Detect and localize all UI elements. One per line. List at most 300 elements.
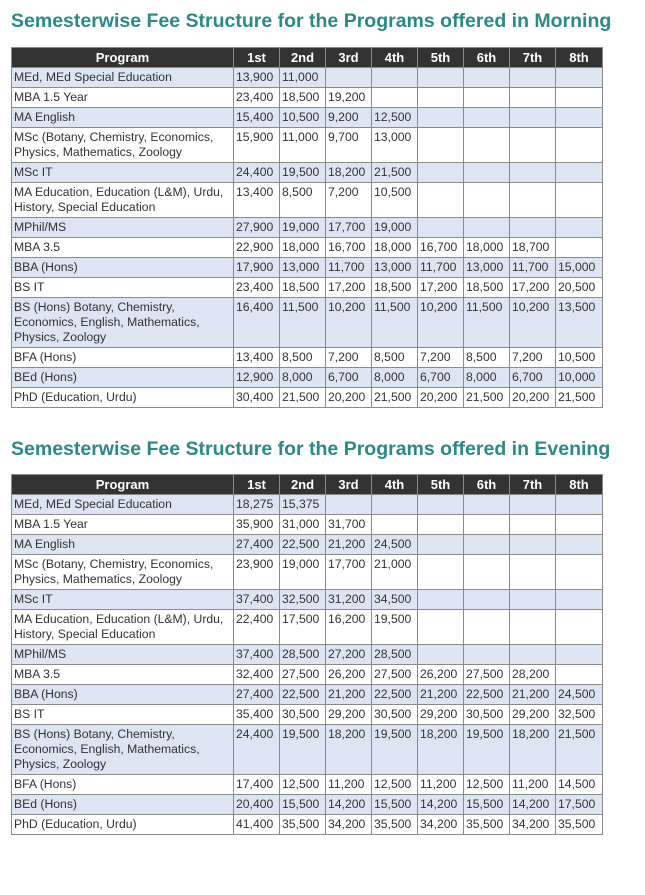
fee-cell: 13,000	[372, 258, 418, 278]
program-name: PhD (Education, Urdu)	[12, 388, 234, 408]
program-name: MA Education, Education (L&M), Urdu, History, Special Education	[12, 610, 234, 645]
program-name: BS (Hons) Botany, Chemistry, Economics, English, Mathematics, Physics, Zoology	[12, 298, 234, 348]
fee-cell: 32,500	[556, 705, 603, 725]
table-row	[12, 298, 603, 348]
fee-cell: 11,200	[510, 775, 556, 795]
fee-cell: 22,900	[234, 238, 280, 258]
fee-cell: 21,200	[326, 685, 372, 705]
fee-cell: 14,200	[418, 795, 464, 815]
fee-cell: 8,000	[372, 368, 418, 388]
fee-cell: 9,700	[326, 128, 372, 163]
fee-cell	[510, 108, 556, 128]
header-row	[12, 48, 603, 68]
fee-cell: 30,500	[280, 705, 326, 725]
fee-cell: 21,500	[556, 725, 603, 775]
fee-cell	[418, 183, 464, 218]
fee-cell	[510, 515, 556, 535]
fee-cell: 13,000	[280, 258, 326, 278]
program-name: BEd (Hons)	[12, 368, 234, 388]
column-header-semester: 8th	[556, 475, 603, 495]
program-name: PhD (Education, Urdu)	[12, 815, 234, 835]
fee-cell: 11,700	[418, 258, 464, 278]
fee-cell	[556, 218, 603, 238]
fee-cell: 24,500	[556, 685, 603, 705]
fee-cell: 26,200	[326, 665, 372, 685]
fee-cell	[510, 535, 556, 555]
fee-cell	[556, 108, 603, 128]
fee-cell: 18,000	[372, 238, 418, 258]
fee-cell: 17,200	[326, 278, 372, 298]
table-row	[12, 258, 603, 278]
fee-cell: 41,400	[234, 815, 280, 835]
fee-cell: 18,000	[464, 238, 510, 258]
fee-cell: 18,200	[326, 725, 372, 775]
table-row	[12, 685, 603, 705]
fee-cell: 16,700	[418, 238, 464, 258]
fee-cell	[464, 163, 510, 183]
fee-cell: 31,200	[326, 590, 372, 610]
fee-cell: 18,275	[234, 495, 280, 515]
fee-cell: 9,200	[326, 108, 372, 128]
fee-cell: 10,500	[372, 183, 418, 218]
fee-cell: 20,200	[418, 388, 464, 408]
fee-cell: 21,500	[372, 388, 418, 408]
table-row	[12, 163, 603, 183]
fee-cell	[418, 218, 464, 238]
fee-cell: 22,500	[280, 685, 326, 705]
fee-cell: 29,200	[326, 705, 372, 725]
fee-cell: 32,500	[280, 590, 326, 610]
fee-cell: 18,500	[372, 278, 418, 298]
fee-cell	[418, 535, 464, 555]
fee-cell	[418, 495, 464, 515]
evening-section-title: Semesterwise Fee Structure for the Programs offered in Evening	[11, 438, 611, 460]
column-header-semester: 1st	[234, 48, 280, 68]
program-name: BS IT	[12, 278, 234, 298]
fee-cell	[510, 590, 556, 610]
fee-cell: 32,400	[234, 665, 280, 685]
program-name: MEd, MEd Special Education	[12, 68, 234, 88]
fee-cell: 14,200	[326, 795, 372, 815]
fee-cell: 8,000	[464, 368, 510, 388]
program-name: BFA (Hons)	[12, 348, 234, 368]
fee-cell	[464, 645, 510, 665]
table-row	[12, 218, 603, 238]
fee-cell: 11,200	[418, 775, 464, 795]
fee-cell: 31,700	[326, 515, 372, 535]
table-row	[12, 88, 603, 108]
fee-cell: 6,700	[326, 368, 372, 388]
fee-cell: 14,500	[556, 775, 603, 795]
fee-cell	[418, 610, 464, 645]
column-header-semester: 3rd	[326, 475, 372, 495]
fee-cell: 17,700	[326, 218, 372, 238]
fee-cell: 24,400	[234, 163, 280, 183]
program-name: MSc IT	[12, 590, 234, 610]
fee-cell: 27,500	[372, 665, 418, 685]
fee-cell: 13,000	[464, 258, 510, 278]
fee-cell: 11,700	[326, 258, 372, 278]
fee-cell	[556, 555, 603, 590]
fee-cell	[418, 88, 464, 108]
fee-cell	[372, 68, 418, 88]
fee-cell: 6,700	[418, 368, 464, 388]
fee-cell	[326, 68, 372, 88]
fee-cell: 30,400	[234, 388, 280, 408]
fee-cell: 19,000	[372, 218, 418, 238]
fee-cell	[510, 163, 556, 183]
fee-cell: 21,200	[418, 685, 464, 705]
fee-cell: 35,900	[234, 515, 280, 535]
fee-cell: 35,500	[280, 815, 326, 835]
fee-cell	[464, 495, 510, 515]
fee-cell: 12,900	[234, 368, 280, 388]
fee-cell	[556, 128, 603, 163]
fee-cell: 28,500	[280, 645, 326, 665]
program-name: MA English	[12, 535, 234, 555]
program-name: MSc (Botany, Chemistry, Economics, Physics, Mathematics, Zoology	[12, 128, 234, 163]
fee-cell	[510, 128, 556, 163]
fee-cell	[556, 515, 603, 535]
fee-cell: 15,900	[234, 128, 280, 163]
fee-cell: 29,200	[418, 705, 464, 725]
fee-cell: 20,400	[234, 795, 280, 815]
fee-cell: 27,400	[234, 685, 280, 705]
fee-cell	[418, 515, 464, 535]
table-row	[12, 495, 603, 515]
fee-cell: 18,500	[464, 278, 510, 298]
fee-cell	[464, 515, 510, 535]
fee-cell	[464, 610, 510, 645]
fee-cell	[464, 183, 510, 218]
fee-cell: 12,500	[372, 775, 418, 795]
table-row	[12, 775, 603, 795]
fee-cell: 35,500	[372, 815, 418, 835]
program-name: BBA (Hons)	[12, 685, 234, 705]
fee-cell: 11,000	[280, 68, 326, 88]
fee-cell: 27,500	[280, 665, 326, 685]
fee-cell: 17,200	[418, 278, 464, 298]
column-header-semester: 7th	[510, 475, 556, 495]
fee-cell: 34,200	[326, 815, 372, 835]
fee-cell	[418, 108, 464, 128]
table-row	[12, 815, 603, 835]
table-row	[12, 645, 603, 665]
fee-cell: 13,500	[556, 298, 603, 348]
fee-cell: 13,400	[234, 348, 280, 368]
fee-cell: 7,200	[418, 348, 464, 368]
column-header-semester: 7th	[510, 48, 556, 68]
column-header-program: Program	[12, 48, 234, 68]
fee-cell: 8,500	[280, 348, 326, 368]
fee-cell	[464, 88, 510, 108]
fee-cell	[372, 495, 418, 515]
fee-cell: 17,400	[234, 775, 280, 795]
program-name: BS (Hons) Botany, Chemistry, Economics, English, Mathematics, Physics, Zoology	[12, 725, 234, 775]
fee-cell: 12,500	[280, 775, 326, 795]
fee-cell: 18,200	[326, 163, 372, 183]
fee-cell: 30,500	[372, 705, 418, 725]
program-name: MBA 3.5	[12, 665, 234, 685]
fee-cell: 35,400	[234, 705, 280, 725]
fee-cell	[418, 128, 464, 163]
table-row	[12, 535, 603, 555]
fee-cell: 11,000	[280, 128, 326, 163]
table-row	[12, 388, 603, 408]
fee-cell: 21,500	[464, 388, 510, 408]
fee-cell	[418, 590, 464, 610]
fee-cell	[556, 535, 603, 555]
table-row	[12, 238, 603, 258]
fee-cell	[510, 218, 556, 238]
fee-cell: 7,200	[326, 183, 372, 218]
fee-cell: 10,200	[418, 298, 464, 348]
fee-cell: 34,500	[372, 590, 418, 610]
fee-cell: 21,500	[556, 388, 603, 408]
program-name: MPhil/MS	[12, 645, 234, 665]
fee-cell: 19,500	[372, 725, 418, 775]
fee-cell: 28,200	[510, 665, 556, 685]
fee-cell: 11,500	[372, 298, 418, 348]
fee-cell: 15,400	[234, 108, 280, 128]
fee-cell: 10,500	[280, 108, 326, 128]
fee-cell: 15,500	[280, 795, 326, 815]
fee-cell	[556, 610, 603, 645]
table-row	[12, 555, 603, 590]
fee-cell	[510, 88, 556, 108]
table-row	[12, 68, 603, 88]
fee-cell	[464, 128, 510, 163]
fee-cell: 22,500	[464, 685, 510, 705]
fee-cell: 13,000	[372, 128, 418, 163]
fee-cell: 18,200	[418, 725, 464, 775]
fee-cell: 11,200	[326, 775, 372, 795]
fee-cell	[372, 88, 418, 108]
fee-cell: 15,500	[372, 795, 418, 815]
fee-cell	[418, 68, 464, 88]
column-header-program: Program	[12, 475, 234, 495]
fee-cell	[464, 68, 510, 88]
fee-cell: 6,700	[510, 368, 556, 388]
fee-cell	[556, 68, 603, 88]
fee-cell	[464, 218, 510, 238]
program-name: MA Education, Education (L&M), Urdu, History, Special Education	[12, 183, 234, 218]
morning-fee-table	[11, 47, 603, 408]
fee-cell: 19,500	[464, 725, 510, 775]
fee-cell: 19,200	[326, 88, 372, 108]
table-row	[12, 128, 603, 163]
fee-cell: 7,200	[326, 348, 372, 368]
fee-cell: 16,200	[326, 610, 372, 645]
fee-cell	[510, 610, 556, 645]
fee-cell: 21,000	[372, 555, 418, 590]
fee-cell: 20,200	[326, 388, 372, 408]
fee-cell	[556, 238, 603, 258]
fee-cell: 17,500	[556, 795, 603, 815]
fee-cell: 8,500	[280, 183, 326, 218]
fee-cell: 16,400	[234, 298, 280, 348]
fee-cell: 19,500	[280, 163, 326, 183]
fee-cell: 21,200	[510, 685, 556, 705]
evening-fee-table	[11, 474, 603, 835]
column-header-semester: 4th	[372, 475, 418, 495]
program-name: BS IT	[12, 705, 234, 725]
fee-cell: 15,375	[280, 495, 326, 515]
fee-cell: 34,200	[510, 815, 556, 835]
fee-cell: 22,500	[280, 535, 326, 555]
fee-cell: 10,000	[556, 368, 603, 388]
fee-cell: 18,500	[280, 88, 326, 108]
table-row	[12, 610, 603, 645]
program-name: BBA (Hons)	[12, 258, 234, 278]
fee-cell	[464, 555, 510, 590]
fee-cell: 12,500	[372, 108, 418, 128]
program-name: MBA 1.5 Year	[12, 88, 234, 108]
program-name: MSc IT	[12, 163, 234, 183]
program-name: BFA (Hons)	[12, 775, 234, 795]
column-header-semester: 2nd	[280, 475, 326, 495]
fee-cell: 10,500	[556, 348, 603, 368]
fee-cell	[556, 163, 603, 183]
table-row	[12, 590, 603, 610]
fee-cell: 18,500	[280, 278, 326, 298]
table-row	[12, 705, 603, 725]
fee-cell: 31,000	[280, 515, 326, 535]
fee-cell	[556, 665, 603, 685]
table-row	[12, 725, 603, 775]
header-row	[12, 475, 603, 495]
fee-cell: 30,500	[464, 705, 510, 725]
fee-cell: 21,500	[372, 163, 418, 183]
fee-cell: 7,200	[510, 348, 556, 368]
fee-cell: 20,200	[510, 388, 556, 408]
fee-cell: 27,900	[234, 218, 280, 238]
fee-cell: 23,900	[234, 555, 280, 590]
fee-cell: 13,900	[234, 68, 280, 88]
program-name: BEd (Hons)	[12, 795, 234, 815]
fee-cell	[510, 555, 556, 590]
fee-cell: 19,000	[280, 555, 326, 590]
fee-cell: 27,200	[326, 645, 372, 665]
program-name: MA English	[12, 108, 234, 128]
fee-cell	[326, 495, 372, 515]
fee-cell	[418, 645, 464, 665]
fee-cell	[510, 495, 556, 515]
fee-cell	[464, 108, 510, 128]
table-row	[12, 183, 603, 218]
table-row	[12, 515, 603, 535]
fee-cell: 27,400	[234, 535, 280, 555]
fee-cell: 8,500	[372, 348, 418, 368]
fee-cell: 27,500	[464, 665, 510, 685]
fee-cell: 18,700	[510, 238, 556, 258]
table-row	[12, 348, 603, 368]
program-name: MSc (Botany, Chemistry, Economics, Physics, Mathematics, Zoology	[12, 555, 234, 590]
fee-cell	[556, 645, 603, 665]
fee-cell: 11,500	[464, 298, 510, 348]
fee-cell: 10,200	[510, 298, 556, 348]
fee-cell: 26,200	[418, 665, 464, 685]
program-name: MPhil/MS	[12, 218, 234, 238]
fee-cell: 28,500	[372, 645, 418, 665]
fee-cell: 10,200	[326, 298, 372, 348]
fee-cell: 19,500	[280, 725, 326, 775]
fee-cell: 11,700	[510, 258, 556, 278]
fee-cell: 17,900	[234, 258, 280, 278]
fee-cell: 37,400	[234, 645, 280, 665]
table-row	[12, 278, 603, 298]
fee-cell	[418, 163, 464, 183]
fee-cell: 21,200	[326, 535, 372, 555]
column-header-semester: 8th	[556, 48, 603, 68]
column-header-semester: 5th	[418, 475, 464, 495]
fee-cell: 35,500	[464, 815, 510, 835]
fee-cell: 18,000	[280, 238, 326, 258]
fee-cell: 22,500	[372, 685, 418, 705]
fee-cell	[556, 88, 603, 108]
table-row	[12, 665, 603, 685]
fee-cell: 29,200	[510, 705, 556, 725]
program-name: MBA 3.5	[12, 238, 234, 258]
fee-cell	[556, 590, 603, 610]
fee-cell: 37,400	[234, 590, 280, 610]
fee-cell: 12,500	[464, 775, 510, 795]
fee-cell: 19,000	[280, 218, 326, 238]
fee-cell	[556, 183, 603, 218]
fee-cell: 34,200	[418, 815, 464, 835]
fee-cell	[418, 555, 464, 590]
fee-cell: 20,500	[556, 278, 603, 298]
fee-cell: 23,400	[234, 88, 280, 108]
table-row	[12, 368, 603, 388]
column-header-semester: 6th	[464, 48, 510, 68]
fee-cell	[464, 590, 510, 610]
column-header-semester: 5th	[418, 48, 464, 68]
fee-cell	[464, 535, 510, 555]
fee-cell: 35,500	[556, 815, 603, 835]
fee-cell	[510, 68, 556, 88]
fee-cell: 15,000	[556, 258, 603, 278]
fee-cell: 24,400	[234, 725, 280, 775]
fee-cell	[556, 495, 603, 515]
fee-cell: 22,400	[234, 610, 280, 645]
fee-cell: 15,500	[464, 795, 510, 815]
fee-cell: 17,500	[280, 610, 326, 645]
fee-cell: 16,700	[326, 238, 372, 258]
fee-cell: 14,200	[510, 795, 556, 815]
program-name: MBA 1.5 Year	[12, 515, 234, 535]
column-header-semester: 2nd	[280, 48, 326, 68]
fee-cell: 8,000	[280, 368, 326, 388]
column-header-semester: 4th	[372, 48, 418, 68]
fee-cell: 17,700	[326, 555, 372, 590]
fee-cell	[372, 515, 418, 535]
fee-cell: 17,200	[510, 278, 556, 298]
morning-section-title: Semesterwise Fee Structure for the Programs offered in Morning	[11, 10, 612, 32]
column-header-semester: 3rd	[326, 48, 372, 68]
table-row	[12, 108, 603, 128]
fee-cell: 13,400	[234, 183, 280, 218]
fee-cell: 24,500	[372, 535, 418, 555]
fee-cell: 8,500	[464, 348, 510, 368]
fee-cell: 21,500	[280, 388, 326, 408]
fee-cell: 18,200	[510, 725, 556, 775]
fee-cell	[510, 183, 556, 218]
fee-cell	[510, 645, 556, 665]
program-name: MEd, MEd Special Education	[12, 495, 234, 515]
table-row	[12, 795, 603, 815]
column-header-semester: 6th	[464, 475, 510, 495]
